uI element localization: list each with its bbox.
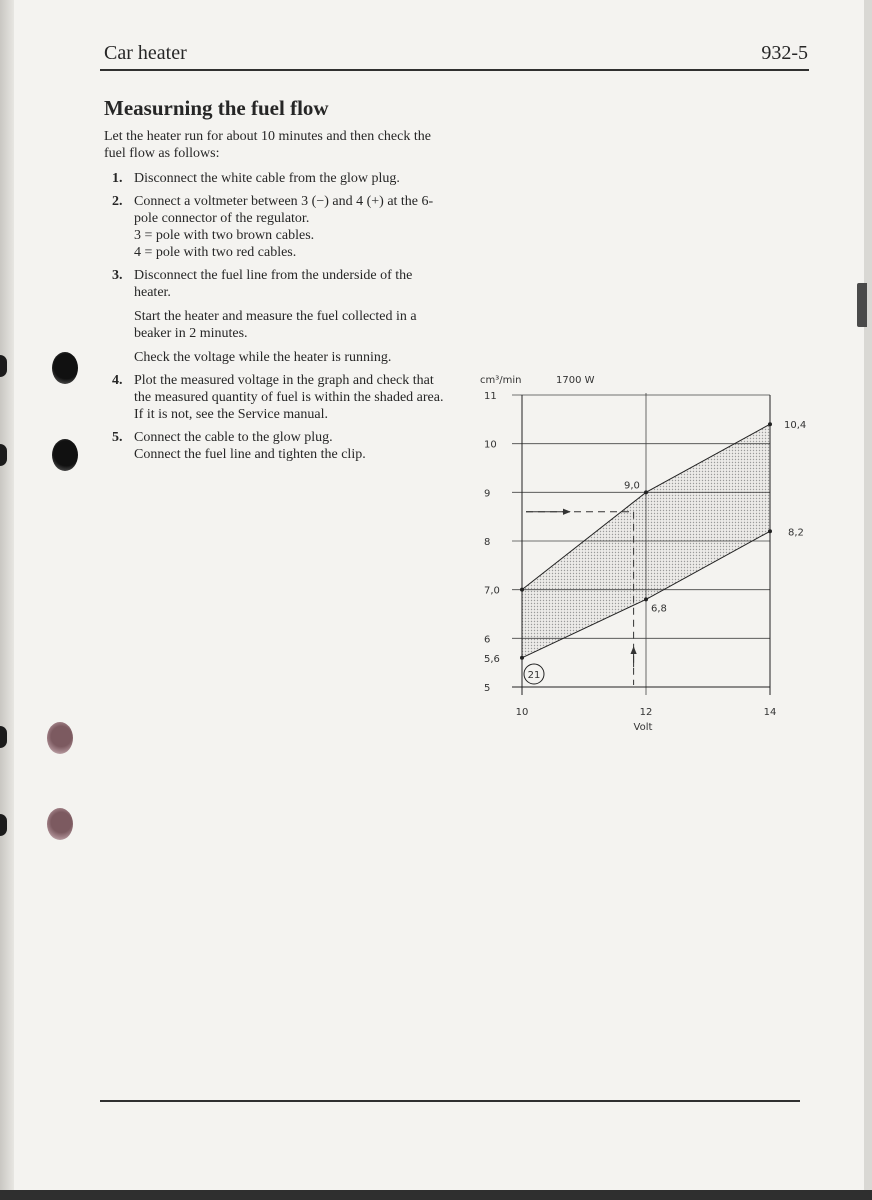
step-item [104, 267, 444, 366]
header-rule [100, 69, 809, 71]
page-bottom-edge [0, 1190, 872, 1200]
x-axis-label: Volt [633, 722, 653, 733]
y-tick-label: 7,0 [484, 585, 500, 597]
step-item [104, 170, 444, 187]
data-point [520, 588, 524, 592]
section-heading: Measurning the fuel flow [104, 96, 329, 120]
x-tick-label: 14 [763, 707, 777, 718]
figure-number: 21 [527, 670, 541, 681]
section-tab-marker [857, 283, 867, 327]
step-number: 5. [112, 430, 123, 445]
step-text: Plot the measured voltage in the graph and check that the measured quantity of fuel is within the shaded area. If it is not, see the Service manual. [134, 373, 444, 422]
x-tick-label: 10 [515, 707, 529, 718]
step-text: 3 = pole with two brown cables. [134, 228, 315, 243]
data-label: 9,0 [624, 480, 640, 492]
step-number: 2. [112, 194, 123, 209]
data-point [768, 529, 772, 533]
data-point [644, 490, 648, 494]
intro-text: Let the heater run for about 10 minutes and then check the fuel flow as follows: [104, 129, 431, 161]
data-label: 6,8 [651, 603, 667, 615]
step-text: Connect the fuel line and tighten the clip. [134, 447, 366, 462]
step-item [104, 193, 444, 261]
step-item [104, 372, 444, 423]
step-number: 3. [112, 268, 123, 283]
step-number: 4. [112, 373, 123, 388]
y-tick-label: 5,6 [484, 653, 500, 665]
step-text: Connect the cable to the glow plug. [134, 430, 333, 445]
data-point [520, 656, 524, 660]
step-text: 4 = pole with two red cables. [134, 245, 297, 260]
footer-rule [100, 1100, 800, 1102]
punch-hole [52, 439, 78, 471]
binder-edge-mark [0, 726, 7, 748]
data-label: 10,4 [784, 420, 807, 432]
punch-hole [52, 352, 78, 384]
fuel-flow-chart [470, 365, 820, 745]
punch-hole [47, 722, 73, 754]
y-tick-label: 5 [484, 683, 491, 694]
y-tick-label: 8 [484, 537, 491, 548]
y-tick-label: 9 [484, 488, 491, 500]
data-point [768, 422, 772, 426]
procedure-steps [104, 170, 444, 469]
step-item [104, 429, 444, 463]
page-number: 932-5 [761, 42, 808, 64]
binder-edge-mark [0, 444, 7, 466]
step-text: Disconnect the white cable from the glow plug. [134, 171, 400, 186]
page-right-edge [864, 0, 872, 1200]
y-tick-label: 11 [484, 391, 497, 402]
y-axis-label: cm³/min [480, 375, 522, 386]
step-text: Connect a voltmeter between 3 (−) and 4 (+) at the 6-pole connector of the regulator. [134, 194, 434, 226]
punch-hole [47, 808, 73, 840]
data-point [644, 597, 648, 601]
y-tick-label: 10 [484, 439, 497, 451]
x-tick-label: 12 [639, 707, 653, 718]
step-number: 1. [112, 171, 123, 186]
header-title: Car heater [104, 42, 187, 64]
step-paragraph: Check the voltage while the heater is running. [134, 350, 392, 365]
chart-title: 1700 W [556, 375, 595, 386]
step-paragraph: Start the heater and measure the fuel collected in a beaker in 2 minutes. [134, 309, 417, 341]
y-tick-label: 6 [484, 634, 491, 646]
binder-edge-mark [0, 355, 7, 377]
data-label: 8,2 [788, 527, 804, 539]
binder-edge-mark [0, 814, 7, 836]
step-text: Disconnect the fuel line from the underside of the heater. [134, 268, 413, 300]
page-left-edge [0, 0, 14, 1200]
